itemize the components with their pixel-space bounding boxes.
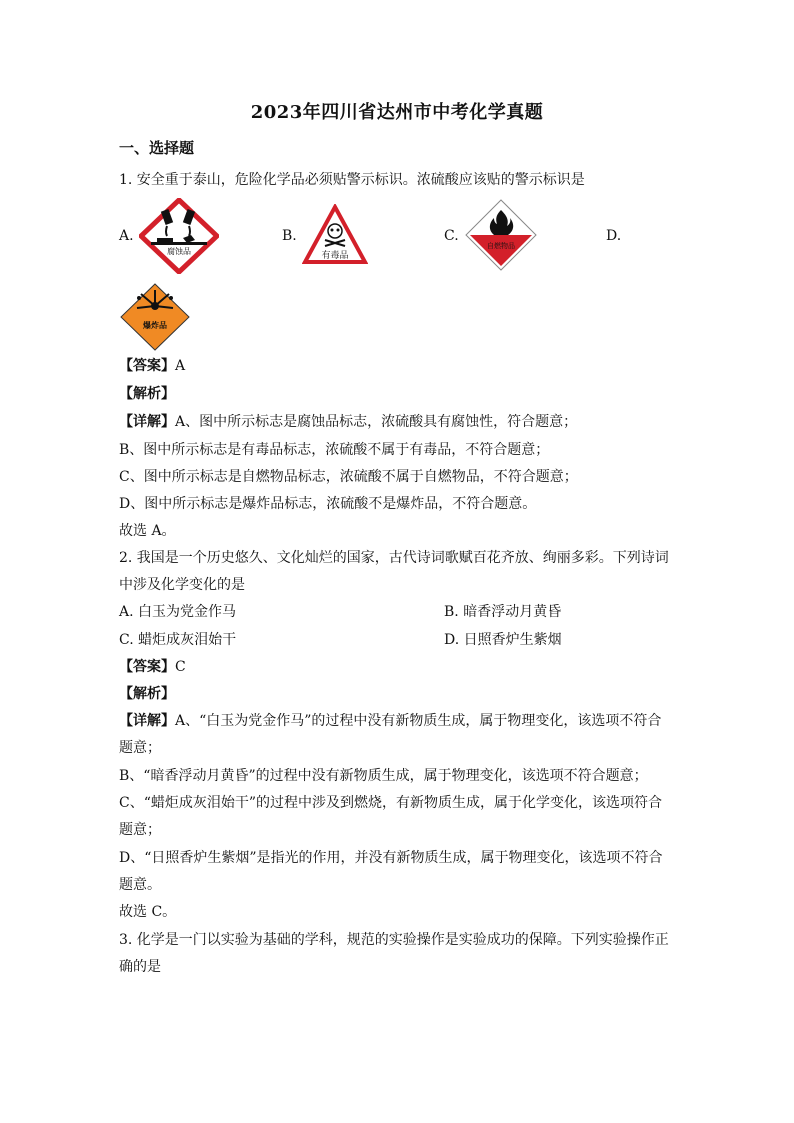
q1-detail-line-a <box>119 412 577 432</box>
q1-option-d-letter: D. <box>606 228 622 244</box>
q2-detail-line-7: 题意。 <box>119 877 161 893</box>
spontaneous-combustion-sign-label: 自燃物品 <box>487 242 515 250</box>
q2-detail-line-3: B、“暗香浮动月黄昏”的过程中没有新物质生成，属于物理变化，该选项不符合题意； <box>119 768 648 784</box>
detail-text: A、图中所示标志是腐蚀品标志，浓硫酸具有腐蚀性，符合题意； <box>175 414 578 430</box>
spontaneous-combustion-sign-icon <box>464 198 538 272</box>
q1-detail-line-b: B、图中所示标志是有毒品标志，浓硫酸不属于有毒品，不符合题意； <box>119 442 550 458</box>
question-3-stem-line-1: 3. 化学是一门以实验为基础的学科，规范的实验操作是实验成功的保障。下列实验操作正 <box>119 932 669 948</box>
answer-value: A <box>175 358 186 374</box>
q2-analysis-label: 【解析】 <box>119 686 175 702</box>
q2-answer <box>119 657 186 677</box>
q2-option-c: C. 蜡炬成灰泪始干 <box>119 632 237 648</box>
toxic-sign-icon <box>302 204 368 266</box>
question-2-stem-line-2: 中涉及化学变化的是 <box>119 577 245 593</box>
q1-option-a-letter: A. <box>119 228 134 244</box>
detail-label: 【详解】 <box>119 713 175 729</box>
q1-analysis-label: 【解析】 <box>119 386 175 402</box>
answer-value: C <box>175 659 186 675</box>
explosive-sign-label: 爆炸品 <box>143 321 167 330</box>
q2-detail-line-5: 题意； <box>119 822 161 838</box>
q1-detail-line-c: C、图中所示标志是自燃物品标志，浓硫酸不属于自燃物品，不符合题意； <box>119 469 578 485</box>
q2-detail-line-2: 题意； <box>119 740 161 756</box>
q1-option-c-letter: C. <box>444 228 459 244</box>
q2-detail-line-1 <box>119 711 661 731</box>
explosive-sign-icon <box>119 282 191 352</box>
q2-detail-line-4: C、“蜡炬成灰泪始干”的过程中涉及到燃烧，有新物质生成，属于化学变化，该选项符合 <box>119 795 663 811</box>
page-title: 2023年四川省达州市中考化学真题 <box>250 102 544 123</box>
detail-text: A、“白玉为党金作马”的过程中没有新物质生成，属于物理变化，该选项不符合 <box>175 713 662 729</box>
section-heading: 一、选择题 <box>119 139 195 157</box>
q2-option-b: B. 暗香浮动月黄昏 <box>444 604 562 620</box>
corrosive-sign-icon <box>139 198 219 274</box>
q1-answer <box>119 356 185 376</box>
detail-label: 【详解】 <box>119 414 175 430</box>
corrosive-sign-label: 腐蚀品 <box>167 247 191 256</box>
q1-detail-line-d: D、图中所示标志是爆炸品标志，浓硫酸不是爆炸品，不符合题意。 <box>119 496 537 512</box>
q1-conclusion: 故选 A。 <box>119 523 176 539</box>
answer-label: 【答案】 <box>119 659 175 675</box>
q1-option-b-letter: B. <box>282 228 297 244</box>
question-2-stem-line-1: 2. 我国是一个历史悠久、文化灿烂的国家，古代诗词歌赋百花齐放、绚丽多彩。下列诗词 <box>119 550 669 566</box>
question-1-stem: 1. 安全重于泰山，危险化学品必须贴警示标识。浓硫酸应该贴的警示标识是 <box>119 172 585 188</box>
q2-option-a: A. 白玉为党金作马 <box>119 604 237 620</box>
toxic-sign-label: 有毒品 <box>321 251 349 261</box>
q2-option-d: D. 日照香炉生紫烟 <box>444 632 562 648</box>
q2-conclusion: 故选 C。 <box>119 904 177 920</box>
q2-detail-line-6: D、“日照香炉生紫烟”是指光的作用，并没有新物质生成，属于物理变化，该选项不符合 <box>119 850 663 866</box>
question-3-stem-line-2: 确的是 <box>119 959 161 975</box>
answer-label: 【答案】 <box>119 358 175 374</box>
